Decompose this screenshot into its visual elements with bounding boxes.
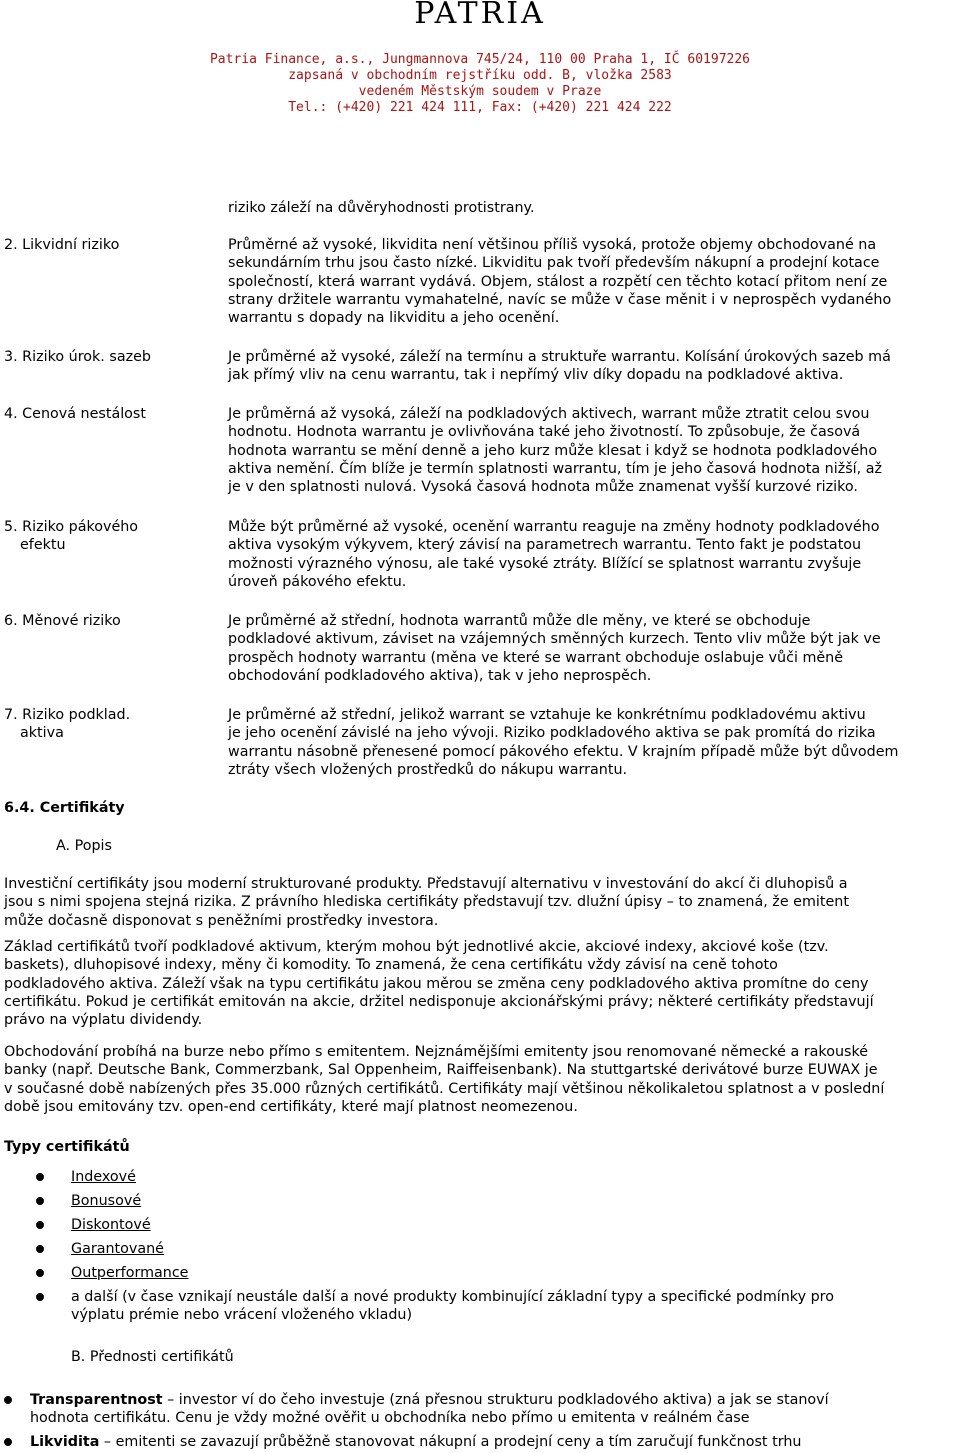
company-court: vedeném Městským soudem v Praze <box>358 84 602 99</box>
risk-label-line: 7. Riziko podklad. <box>4 707 131 723</box>
text-line: aktiva vysokým výkyvem, který závisí na parametrech warrantu. Tento fakt je podstatou <box>228 537 862 554</box>
text-line: v současné době nabízených přes 35.000 různých certifikátů. Certifikáty mají většinou několikaletou splatnost a v poslední <box>4 1080 885 1097</box>
risk-description <box>228 518 959 591</box>
risk-description <box>228 612 959 685</box>
text-line: hodnota certifikátu. Cenu je vždy možné ověřit u obchodníka nebo přímo u emitenta v reálném čase <box>30 1410 750 1427</box>
advantage-term: Transparentnost <box>30 1392 163 1408</box>
text-line: jsou s nimi spojena stejná rizika. Z právního hlediska certifikáty představují tzv. dlužní úpisy – to znamená, že emitent <box>4 894 849 911</box>
risk-label-line: aktiva <box>20 725 64 742</box>
text-line: warrantu s dopady na likviditu a jeho ocenění. <box>228 310 560 327</box>
subsection-title: A. Popis <box>56 838 112 854</box>
section-title: 6.4. Certifikáty <box>4 800 125 816</box>
type-link-indexove[interactable]: Indexové <box>71 1169 136 1185</box>
advantage-item <box>30 1391 959 1428</box>
advantage-item <box>30 1433 959 1451</box>
advantage-text: – emitenti se zavazují průběžně stanovovat nákupní a prodejní ceny a tím zaručují funkčnost trhu <box>99 1434 802 1450</box>
text-line: prospěch hodnoty warrantu (měna ve které se warrant obchoduje oslabuje vůči měně <box>228 649 844 666</box>
bullet-icon <box>36 1221 44 1229</box>
risk-description <box>228 405 959 496</box>
text-line: a další (v čase vznikají neustále další a nové produkty kombinující základní typy a specifické podmínky pro <box>71 1289 834 1305</box>
risk-label: 6. Měnové riziko <box>4 613 121 629</box>
risk-description <box>228 236 959 327</box>
bullet-icon <box>4 1438 12 1446</box>
text-line: Je průměrné až střední, hodnota warrantů může dle měny, ve které se obchoduje <box>228 613 811 629</box>
bullet-icon <box>36 1197 44 1205</box>
risk-description <box>228 706 959 779</box>
risk-label: 2. Likvidní riziko <box>4 237 120 253</box>
text-line: Základ certifikátů tvoří podkladové aktivum, kterým mohou být jednotlivé akcie, akciové indexy, akciové koše (tzv. <box>4 939 829 955</box>
type-link-bonusove[interactable]: Bonusové <box>71 1193 142 1209</box>
advantage-term: Likvidita <box>30 1434 100 1450</box>
risk-label: 4. Cenová nestálost <box>4 406 146 422</box>
type-link-diskontove[interactable]: Diskontové <box>71 1217 151 1233</box>
text-line: Investiční certifikáty jsou moderní strukturované produkty. Představují alternativu v investování do akcí či dluhopisů a <box>4 876 848 892</box>
text-line: banky (např. Deutsche Bank, Commerzbank, Sal Oppenheim, Raiffeisenbank). Na stuttgartské derivátové burze EUWAX je <box>4 1062 878 1079</box>
text-line: hodnotu. Hodnota warrantu je ovlivňována také jeho životností. To způsobuje, že časová <box>228 424 861 441</box>
types-title: Typy certifikátů <box>4 1139 130 1155</box>
bullet-icon <box>36 1245 44 1253</box>
bullet-icon <box>4 1396 12 1404</box>
text-line: podkladové aktivum, záviset na vzájemných směnných kurzech. Tento vliv může být jak ve <box>228 631 881 648</box>
text-line: warrantu násobně přenesené pomocí pákového efektu. V krajním případě může být důvodem <box>228 743 899 760</box>
text-line: sekundárním trhu jsou často nízké. Likviditu pak tvoří především nákupní a prodejní kotace <box>228 255 880 272</box>
advantage-text: – investor ví do čeho investuje (zná přesnou strukturu podkladového aktiva) a jak se stanoví <box>162 1392 829 1408</box>
type-link-outperformance[interactable]: Outperformance <box>71 1265 189 1281</box>
bullet-icon <box>36 1293 44 1301</box>
company-phone: Tel.: (+420) 221 424 111, Fax: (+420) 221 424 222 <box>288 100 672 115</box>
patria-logo: PATRIA <box>414 0 546 31</box>
text-line: ztráty všech vložených prostředků do nákupu warrantu. <box>228 761 628 778</box>
risk-label-line: efektu <box>20 537 66 554</box>
paragraph <box>4 1043 959 1116</box>
text-line: právo na výplatu dividendy. <box>4 1012 203 1029</box>
risk-label: 3. Riziko úrok. sazeb <box>4 349 151 365</box>
paragraph <box>4 938 959 1029</box>
text-line: aktiva nemění. Čím blíže je termín splatnosti warrantu, tím je jeho časová hodnota nižší, až <box>228 460 882 477</box>
risk-label <box>4 706 130 743</box>
text-line: době jsou emitovány tzv. open-end certifikáty, které mají platnost neomezenou. <box>4 1098 578 1115</box>
text-line: úroveň pákového efektu. <box>228 573 407 590</box>
text-line: společností, která warrant vydává. Objem, stálost a rozpětí cen těchto kotací přitom není ze <box>228 273 888 290</box>
text-line: Průměrné až vysoké, likvidita není většinou příliš vysoká, protože objemy obchodované na <box>228 237 877 253</box>
paragraph <box>4 875 959 930</box>
risk-description <box>228 348 959 385</box>
text-line: Obchodování probíhá na burze nebo přímo s emitentem. Nejznámějšími emitenty jsou renomované německé a rakouské <box>4 1044 869 1060</box>
text-line: je jeho ocenění závislé na jeho vývoji. Riziko podkladového aktiva se pak promítá do rizika <box>228 725 876 742</box>
continuation-text: riziko záleží na důvěryhodnosti protistrany. <box>228 200 535 216</box>
text-line: baskets), dluhopisové indexy, měny či komodity. To znamená, že cena certifikátu vždy závisí na ceně tohoto <box>4 957 778 974</box>
text-line: certifikátu. Pokud je certifikát emitován na akcie, držitel nedisponuje akcionářskými právy; některé certifikáty představují <box>4 993 874 1010</box>
company-address: Patria Finance, a.s., Jungmannova 745/24, 110 00 Praha 1, IČ 60197226 <box>209 52 751 67</box>
subsection-title: B. Přednosti certifikátů <box>71 1349 234 1365</box>
text-line: je v den splatnosti nulová. Vysoká časová hodnota může znamenat vyšší kurzové riziko. <box>228 479 858 496</box>
text-line: Je průměrné až vysoké, záleží na termínu a struktuře warrantu. Kolísání úrokových sazeb má <box>228 349 891 365</box>
text-line: Je průměrná až vysoká, záleží na podkladových aktivech, warrant může ztratit celou svou <box>228 406 870 422</box>
text-line: Je průměrné až střední, jelikož warrant se vztahuje ke konkrétnímu podkladovému aktivu <box>228 707 866 723</box>
text-line: Může být průměrné až vysoké, ocenění warrantu reaguje na změny hodnoty podkladového <box>228 519 880 535</box>
text-line: hodnota warrantu se mění denně a jeho kurz může klesat i když se hodnota podkladového <box>228 442 878 459</box>
text-line: strany držitele warrantu vymahatelné, navíc se může v čase měnit i v neprospěch vydaného <box>228 291 892 308</box>
text-line: podkladového aktiva. Záleží však na typu certifikátu jakou měrou se změna ceny podkladového aktiva promítne do ceny <box>4 975 869 992</box>
text-line: možnosti výrazného výnosu, ale také vysoké ztráty. Blížící se splatnost warrantu zvyšuje <box>228 555 862 572</box>
risk-label <box>4 518 138 555</box>
company-registry: zapsaná v obchodním rejstříku odd. B, vložka 2583 <box>288 68 672 83</box>
text-line: jak přímý vliv na cenu warrantu, tak i nepřímý vliv díky dopadu na podkladové aktiva. <box>228 367 844 384</box>
type-other-item <box>71 1288 959 1325</box>
bullet-icon <box>36 1173 44 1181</box>
text-line: může dočasně disponovat s peněžními prostředky investora. <box>4 912 439 929</box>
text-line: obchodování podkladového aktiva), tak v jeho neprospěch. <box>228 667 652 684</box>
risk-label-line: 5. Riziko pákového <box>4 519 139 535</box>
bullet-icon <box>36 1269 44 1277</box>
text-line: výplatu prémie nebo vrácení vloženého vkladu) <box>71 1307 413 1324</box>
type-link-garantovane[interactable]: Garantované <box>71 1241 164 1257</box>
